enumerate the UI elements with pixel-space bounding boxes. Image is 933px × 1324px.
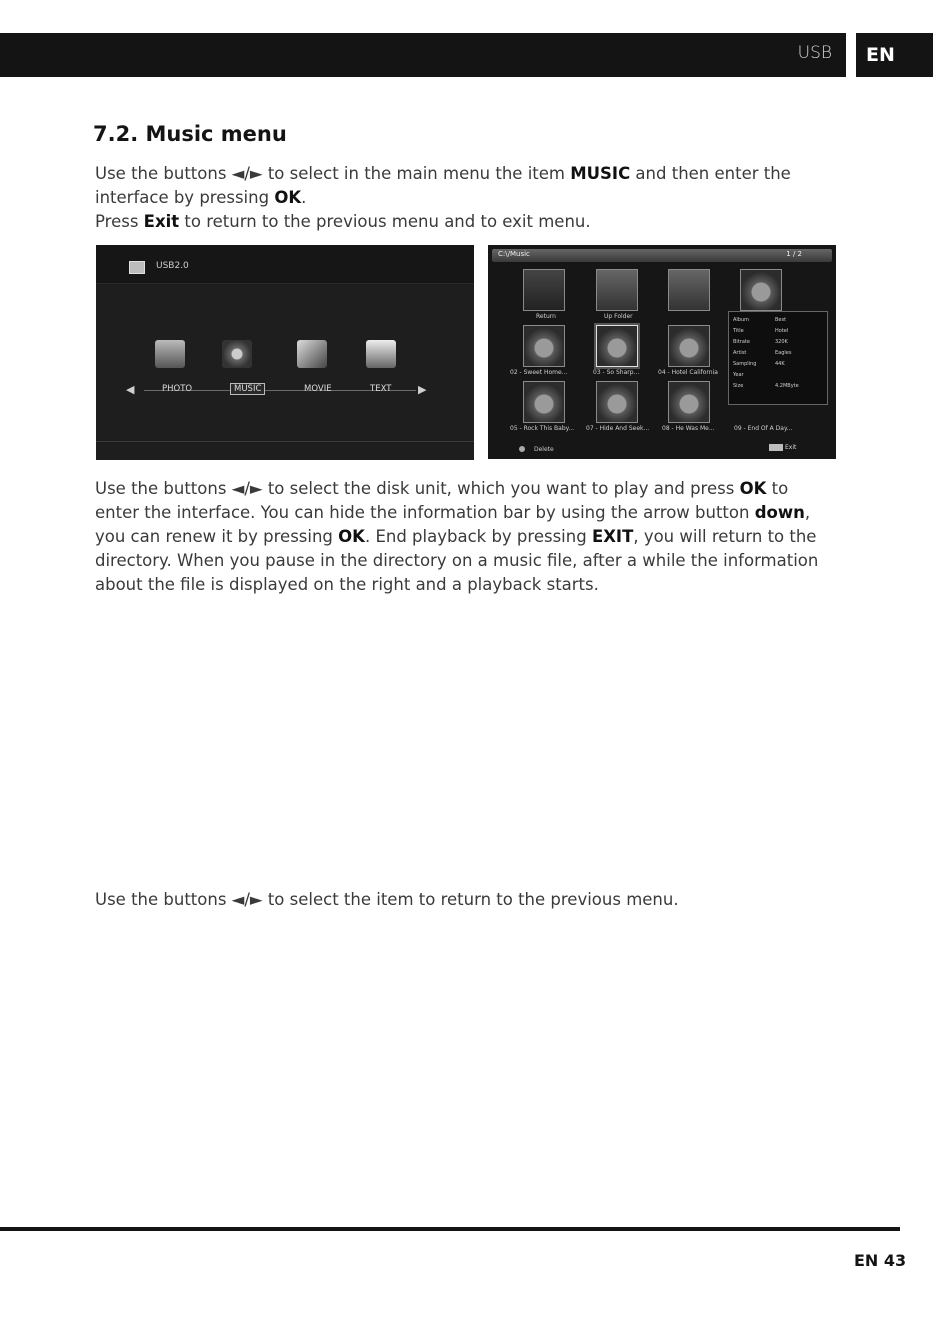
divider	[96, 441, 474, 442]
tile-label: 08 - He Was Me...	[662, 425, 715, 432]
section-title: USB	[797, 43, 832, 63]
usb-icon	[129, 261, 145, 274]
delete-key-icon	[519, 446, 525, 452]
exit-key-icon	[769, 444, 783, 451]
current-path: C:\/Music	[498, 250, 530, 258]
info-key: Size	[733, 383, 744, 389]
main-menu-screenshot	[96, 245, 474, 460]
info-value: Best	[775, 317, 787, 323]
keyword-exit: EXIT	[591, 527, 634, 546]
return-paragraph: Use the buttons ◄/► to select the item to return to the previous menu.	[95, 890, 679, 909]
tile-label: Up Folder	[604, 313, 633, 320]
info-key: Bitrate	[733, 339, 750, 345]
keyword-ok: OK	[739, 479, 767, 498]
keyword-music: MUSIC	[570, 164, 631, 183]
info-value: 4.2MByte	[775, 383, 799, 389]
path-bar	[492, 249, 832, 262]
exit-hint: Exit	[785, 444, 797, 451]
menu-item-text[interactable]: TEXT	[370, 384, 392, 394]
text: Use the buttons ◄/► to select the disk unit, which you want to play and press	[95, 479, 740, 498]
music-file-tile[interactable]	[523, 381, 565, 423]
music-file-tile[interactable]	[523, 325, 565, 367]
intro-paragraph	[95, 162, 820, 234]
text: Press	[95, 212, 144, 231]
menu-item-music[interactable]: MUSIC	[230, 383, 265, 395]
music-file-tile[interactable]	[668, 325, 710, 367]
music-icon	[222, 340, 252, 368]
tile-label: 07 - Hide And Seek...	[586, 425, 650, 432]
tile-label: 05 - Rock This Baby...	[510, 425, 575, 432]
info-value: 44K	[775, 361, 785, 367]
arrow-left-icon[interactable]: ◀	[126, 383, 135, 396]
text: to return to the previous menu and to exit menu.	[179, 212, 591, 231]
language-tab: EN	[856, 33, 933, 77]
footer-rule	[0, 1227, 900, 1231]
info-key: Sampling	[733, 361, 757, 367]
tile-label: 03 - So Sharp...	[593, 369, 640, 376]
tile-label: 02 - Sweet Home...	[510, 369, 568, 376]
text: , you will return to the directory. When you pause in the directory on a music file, after a while the information about the file is displayed on the right and a playback starts.	[95, 527, 819, 594]
info-key: Year	[733, 372, 744, 378]
folder-tile[interactable]	[668, 269, 710, 311]
keyword-exit: Exit	[143, 212, 180, 231]
keyword-ok: OK	[274, 188, 302, 207]
info-key: Title	[733, 328, 744, 334]
page-indicator: 1 / 2	[786, 250, 802, 258]
text-icon	[366, 340, 396, 368]
media-type-menu	[126, 383, 434, 397]
tile-label: 04 - Hotel California	[658, 369, 718, 376]
page-number: EN 43	[854, 1251, 907, 1270]
text: Use the buttons ◄/► to select in the main menu the item	[95, 164, 571, 183]
movie-icon	[297, 340, 327, 368]
info-value: Eagles	[775, 350, 792, 356]
text: to enter the interface. You can hide the information bar by using the arrow button	[95, 479, 789, 522]
text: , you can renew it by pressing	[95, 503, 811, 546]
menu-item-photo[interactable]: PHOTO	[162, 384, 193, 394]
keyword-ok: OK	[338, 527, 365, 546]
tile-label: Return	[536, 313, 556, 320]
info-key: Artist	[733, 350, 747, 356]
source-bar	[96, 245, 474, 284]
music-file-tile[interactable]	[668, 381, 710, 423]
usb-source-label: USB2.0	[156, 261, 189, 271]
info-value: 320K	[775, 339, 788, 345]
arrow-right-icon[interactable]: ▶	[418, 383, 427, 396]
menu-item-movie[interactable]: MOVIE	[304, 384, 332, 394]
music-file-tile[interactable]	[596, 381, 638, 423]
return-tile[interactable]	[523, 269, 565, 311]
info-value: Hotel	[775, 328, 789, 334]
text: .	[301, 188, 307, 207]
header-bar	[0, 33, 846, 77]
text: . End playback by pressing	[364, 527, 592, 546]
music-file-tile-selected[interactable]	[596, 325, 638, 367]
music-browser-screenshot	[488, 245, 836, 459]
file-info-panel	[728, 311, 828, 405]
up-folder-tile[interactable]	[596, 269, 638, 311]
section-heading: 7.2. Music menu	[93, 122, 287, 146]
tile-label: 09 - End Of A Day...	[734, 425, 793, 432]
music-file-tile[interactable]	[740, 269, 782, 311]
info-key: Album	[733, 317, 750, 323]
keyword-down: down	[754, 503, 805, 522]
text: and then enter the interface by pressing	[95, 164, 791, 207]
delete-hint: Delete	[534, 446, 554, 453]
photo-icon	[155, 340, 185, 368]
body-paragraph	[95, 477, 820, 597]
